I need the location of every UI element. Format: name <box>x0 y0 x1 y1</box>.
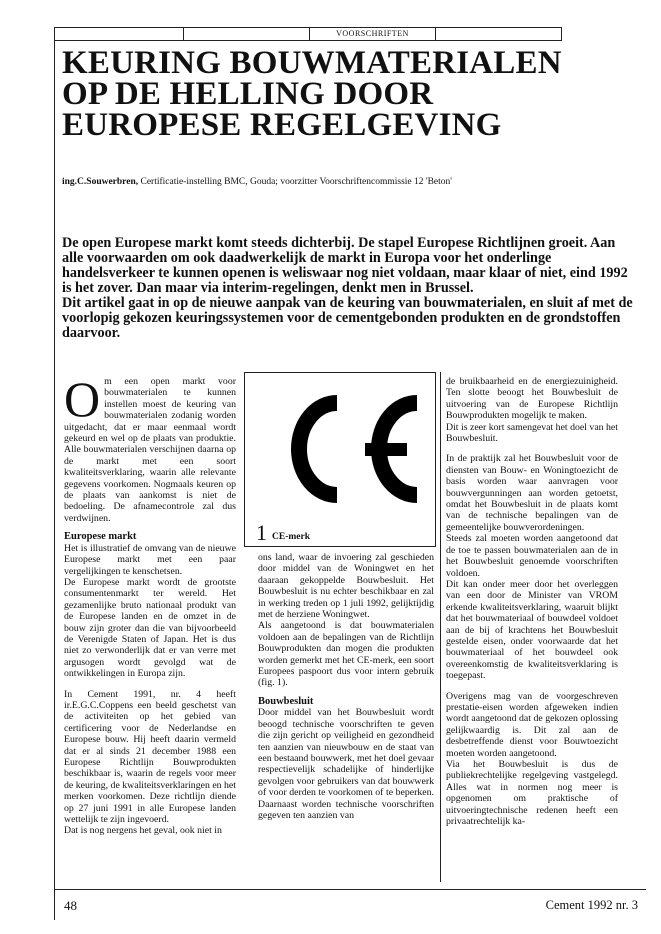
col3-p7: Via het Bouwbesluit is dus de publiekrechtelijke regelgeving vastgelegd. Alles wat in normen nog meer is opgenomen om praktische of uitvoeringtechnische redenen heeft een privaatrechtelijk ka- <box>446 759 618 828</box>
col1-p3: In Cement 1991, nr. 4 heeft ir.E.G.C.Coppens een beeld geschetst van de activiteiten op het gebied van certificering voor de Nederlandse en Europese bouw. Hij heeft daarin vermeld dat er al sinds 21 december 1988 een Europese Richtlijn Bouwprodukten beschikbaar is, waarin de regels voor meer de keuring, de kwaliteitsverklaringen en het merken voorkomen. Deze richtlijn diende op 27 juni 1991 in alle Europese landen wettelijk te zijn ingevoerd. <box>64 688 236 826</box>
article-title <box>62 45 642 143</box>
author: ing.C.Souwerbren, <box>62 177 139 187</box>
ce-logo-icon <box>245 373 435 523</box>
lead-paragraph <box>62 236 637 341</box>
intro-text: m een open markt voor bouwmaterialen te kunnen instellen moest de keuring van bouwmaterialen zodanig worden uitgedacht, dat er maar eenmaal wordt gekeurd en wel op de plaats van produktie. Alle bouwmaterialen verschijnen daarna op de markt met een soort kwaliteitsverklaring, waarin alle relevante gegevens voorkomen. Nogmaals keuren op de plaats van aankomst is niet de bedoeling. De afnamecontrole zal dus verdwijnen. <box>64 376 236 524</box>
title-line-3: EUROPESE REGELGEVING <box>62 107 502 143</box>
col1-p1: Het is illustratief de omvang van de nieuwe Europese markt met een paar vergelijkingen te kenschetsen. <box>64 542 236 577</box>
drop-cap: O <box>64 371 101 427</box>
col3-p3: In de praktijk zal het Bouwbesluit voor de diensten van Bouw- en Woningtoezicht de basis worden waar aanvragen voor bouwvergunningen aan worden getoetst, omdat het Bouwbesluit in de plaats komt van de technische bepalingen van de gemeentelijke bouwverordeningen. <box>446 453 618 533</box>
col2-p2: Als aangetoond is dat bouwmaterialen voldoen aan de bepalingen van de Richtlijn Bouwprodukten dan mogen die produkten worden gemerkt met het CE-merk, een soort Europees paspoort dus voor intern gebruik (fig. 1). <box>258 620 434 689</box>
col1-p2: De Europese markt wordt de grootste consumentenmarkt ter wereld. Het gezamenlijke bruto nationaal produkt van de Europese landen en de omzet in de bouw zijn groter dan die van bijvoorbeeld de Verenigde Staten of Japan. Het is dus niet zo verwonderlijk dat er van verre met argusogen wordt gevolgd wat de ontwikkelingen in Europa zijn. <box>64 576 236 680</box>
heading-europese-markt: Europese markt <box>64 531 137 543</box>
column-3 <box>446 376 618 827</box>
header-tab-right <box>435 27 562 41</box>
col3-p2: Dit is zeer kort samengevat het doel van het Bouwbesluit. <box>446 421 618 445</box>
header-tab-left <box>54 27 184 41</box>
heading-bouwbesluit: Bouwbesluit <box>258 695 314 707</box>
col2-p3: Door middel van het Bouwbesluit wordt beoogd technische voorschriften te geven die zijn gericht op veiligheid en gezondheid ten aanzien van nieuwbouw en de staat van een bestaand bouwwerk, met het doel gevaar respectievelijk schadelijke of hinderlijke gevolgen voor gebruikers van dat bouwwerk of voor derden te voorkomen of te beperken. Daarnaast worden technische voorschriften gegeven ten aanzien van <box>258 707 434 821</box>
header-tab-mid <box>183 27 310 41</box>
byline <box>62 177 642 187</box>
col3-p1: de bruikbaarheid en de energiezuinigheid. Ten slotte beoogt het Bouwbesluit de uitvoering van de Europese Richtlijn Bouwprodukten mogelijk te maken. <box>446 376 618 422</box>
column-1 <box>64 371 236 837</box>
lead-p2: Dit artikel gaat in op de nieuwe aanpak van de keuring van bouwmaterialen, en sluit af met de voorlopig gekozen keuringssystemen voor de cementgebonden produkten en de grondstoffen daarvoor. <box>62 295 633 341</box>
lead-p1: De open Europese markt komt steeds dichterbij. De stapel Europese Richtlijnen groeit. Aan alle voorwaarden om ook daadwerkelijk de markt in Europa voor het onderlinge handelsverkeer te kunnen openen is weliswaar nog niet voldaan, maar klaar of niet, eind 1992 is het zover. Dan maar via interim-regelingen, denkt men in Brussel. <box>62 235 628 296</box>
col3-p5: Dit kan onder meer door het overleggen van een door de Minister van VROM erkende kwaliteitsverklaring, waaruit blijkt dat het bouwmateriaal of bouwdeel voldoet aan de bij of krachtens het Bouwbesluit gestelde eisen, onder voorwaarde dat het bouwmateriaal of het bouwdeel ook overeenkomstig de kwaliteitsverklaring is toegepast. <box>446 578 618 682</box>
left-rule <box>54 40 55 920</box>
column-2 <box>258 552 434 821</box>
issue-label: Cement 1992 nr. 3 <box>545 898 638 912</box>
figure-number: 1 <box>256 520 267 545</box>
col1-p4: Dat is nog nergens het geval, ook niet in <box>64 825 222 837</box>
figure-caption: CE-merk <box>272 532 310 542</box>
section-label: VOORSCHRIFTEN <box>309 27 436 41</box>
title-line-1: KEURING BOUWMATERIALEN <box>62 45 562 81</box>
footer-rule <box>54 889 646 890</box>
col2-p1: ons land, waar de invoering zal geschieden door middel van de Woningwet en het daaraan gekoppelde Bouwbesluit. Het Bouwbesluit is nu echter beschikbaar en zal in werking treden op 1 juli 1992, gelijktijdig met de herziene Woningwet. <box>258 552 434 621</box>
figure-ce-mark <box>244 372 436 547</box>
col3-p6: Overigens mag van de voorgeschreven prestatie-eisen worden afgeweken indien wordt aangetoond dat de gekozen oplossing gelijkwaardig is. Dit zal aan de desbetreffende dienst voor Bouwtoezicht moeten worden aangetoond. <box>446 690 618 759</box>
title-line-2: OP DE HELLING DOOR <box>62 76 434 112</box>
column-separator <box>440 372 441 882</box>
author-affiliation: Certificatie-instelling BMC, Gouda; voorzitter Voorschriftencommissie 12 'Beton' <box>138 177 452 187</box>
col3-p4: Steeds zal moeten worden aangetoond dat de toe te passen bouwmaterialen aan de in het Bouwbesluit genoemde voorschriften voldoen. <box>446 533 618 579</box>
page-number: 48 <box>64 898 77 913</box>
